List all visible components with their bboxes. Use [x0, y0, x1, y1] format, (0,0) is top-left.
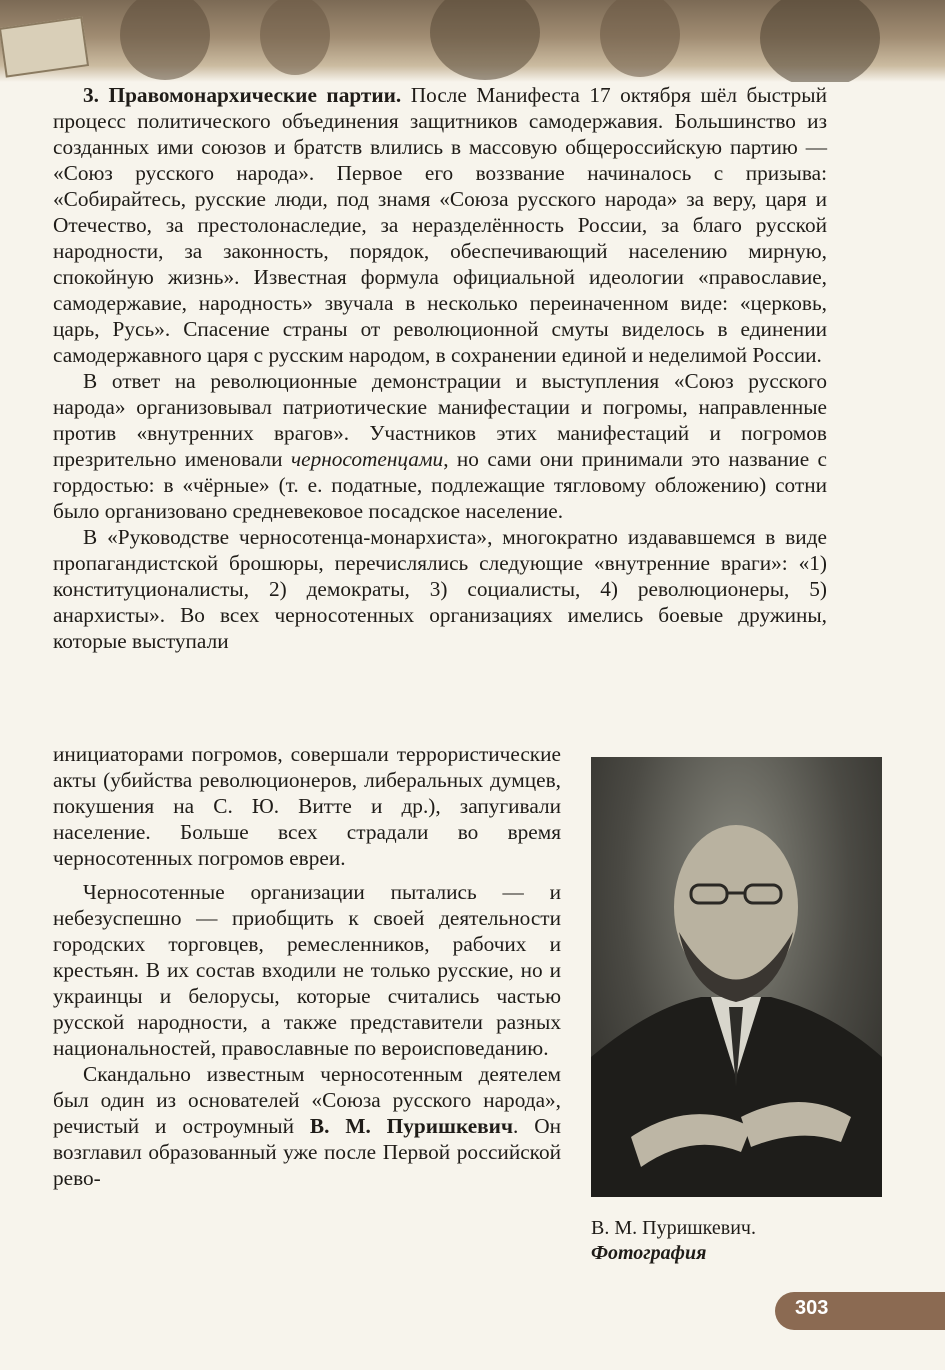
photo-caption — [591, 1216, 851, 1266]
paragraph-3-continued: инициаторами погромов, совершали террористические акты (убийства революционеров, либеральных думцев, покушения на С. Ю. Витте и др.), запугивали население. Больше всех страдали во время черносотенных погромов евреи. — [53, 742, 561, 870]
paragraph-2-text-b: , но сами они принимали это название с гордостью: в «чёрные» (т. е. податные, подлежащие тягловому обложению) сотни было организовано средневековое посадское население. — [53, 447, 827, 523]
paragraph-3: В «Руководстве черносотенца-монархиста», многократно издававшемся в виде пропагандистской брошюры, перечислялись следующие «внутренние враги»: «1) конституционалисты, 2) демократы, 3) социалисты, 4) революционеры, 5) анархисты». Во всех черносотенных организациях имелись боевые дружины, которые выступали — [53, 525, 827, 653]
paragraph-5-text-a: Скандально известным черносотенным деятелем был один из основателей «Союза русского народа», речистый и остроумный — [53, 1062, 561, 1138]
main-text-column — [53, 82, 827, 654]
paragraph-2-text-a: В ответ на революционные демонстрации и выступления «Союз русского народа» организовывал патриотические манифестации и погромы, направленные против «внутренних врагов». Участников этих манифестаций и погромов презрительно именовали — [53, 369, 827, 471]
section-title: Правомонархические партии. — [108, 83, 402, 107]
section-number: 3. — [83, 83, 99, 107]
page-number: 303 — [795, 1297, 829, 1319]
portrait-photo — [591, 757, 882, 1197]
banner-stamp-graphic — [0, 16, 89, 77]
portrait-illustration — [591, 757, 882, 1197]
paragraph-1 — [53, 82, 827, 368]
paragraph-2 — [53, 368, 827, 524]
caption-name: В. М. Пуришкевич. — [591, 1217, 756, 1239]
header-banner-illustration — [0, 0, 945, 82]
paragraph-5-text-b: . Он возглавил образованный уже после Первой российской рево- — [53, 1114, 561, 1190]
caption-type: Фотография — [591, 1242, 707, 1264]
paragraph-4: Черносотенные организации пытались — и небезуспешно — приобщить к своей деятельности городских торговцев, ремесленников, рабочих и крестьян. В их состав входили не только русские, но и украинцы и белорусы, которые считались частью русской народности, а также представители разных национальностей, православные по вероисповеданию. — [53, 880, 561, 1060]
paragraph-5 — [53, 1061, 561, 1191]
narrow-text-column — [53, 741, 561, 1191]
paragraph-1-text: После Манифеста 17 октября шёл быстрый процесс политического объединения защитников самодержавия. Большинство из созданных ими союзов и братств влились в массовую общероссийскую партию — «Союз русского народа». Первое его воззвание начиналось с призыва: «Собирайтесь, русские люди, под знамя «Союза русского народа» за веру, царя и Отечество, за престолонаследие, за неразделённость России, за благо русской народности, за законность, порядок, обеспечивающий населению мирную, спокойную жизнь». Известная формула официальной идеологии «православие, самодержавие, народность» звучала в несколько переиначенном виде: «церковь, царь, Русь». Спасение страны от революционной смуты виделось в единении самодержавного царя с русским народом, в сохранении единой и неделимой России. — [53, 83, 827, 367]
term-black-hundreds: черносотенцами — [290, 447, 444, 471]
person-name-bold: В. М. Пуришкевич — [309, 1114, 513, 1138]
